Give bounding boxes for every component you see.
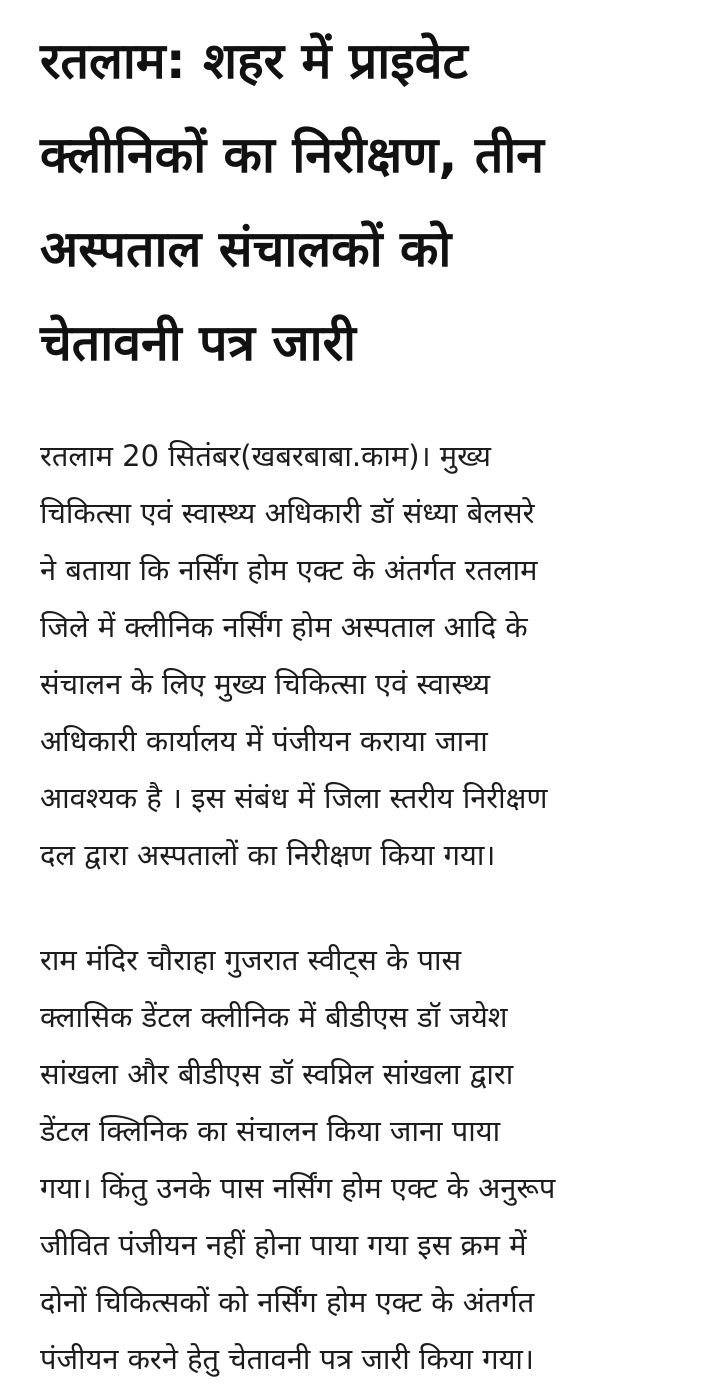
paragraph-line: दोनों चिकित्सकों को नर्सिंग होम एक्ट के अंतर्गत xyxy=(40,1285,535,1319)
paragraph-line: चिकित्सा एवं स्वास्थ्य अधिकारी डॉ संध्या बेलसरे xyxy=(40,496,535,530)
paragraph-line: संचालन के लिए मुख्य चिकित्सा एवं स्वास्थ्य xyxy=(40,667,491,701)
paragraph-line: जिले में क्लीनिक नर्सिंग होम अस्पताल आदि के xyxy=(40,610,528,644)
article-paragraph-1 xyxy=(40,428,547,884)
paragraph-line: क्लासिक डेंटल क्लीनिक में बीडीएस डॉ जयेश xyxy=(40,1000,508,1034)
headline-line: क्लीनिकों का निरीक्षण, तीन xyxy=(40,126,545,184)
headline-line: अस्पताल संचालकों को xyxy=(40,220,452,278)
paragraph-line: आवश्यक है । इस संबंध में जिला स्तरीय निरीक्षण xyxy=(40,781,548,815)
paragraph-line: ने बताया कि नर्सिंग होम एक्ट के अंतर्गत रतलाम xyxy=(40,553,538,587)
headline-line: रतलाम: शहर में प्राइवेट xyxy=(40,32,468,90)
paragraph-line: गया। किंतु उनके पास नर्सिंग होम एक्ट के अनुरूप xyxy=(40,1171,556,1205)
article-paragraph-2 xyxy=(40,932,555,1388)
news-article xyxy=(40,0,690,1376)
paragraph-line: रतलाम 20 सितंबर(खबरबाबा.काम)। मुख्य xyxy=(40,439,491,473)
paragraph-line: सांखला और बीडीएस डॉ स्वप्निल सांखला द्वारा xyxy=(40,1057,514,1091)
paragraph-line: दल द्वारा अस्पतालों का निरीक्षण किया गया। xyxy=(40,838,496,872)
paragraph-line: जीवित पंजीयन नहीं होना पाया गया इस क्रम में xyxy=(40,1228,527,1262)
paragraph-line: डेंटल क्लिनिक का संचालन किया जाना पाया xyxy=(40,1114,501,1148)
paragraph-line: पंजीयन करने हेतु चेतावनी पत्र जारी किया गया। xyxy=(40,1342,534,1376)
article-headline xyxy=(40,0,690,390)
headline-line: चेतावनी पत्र जारी xyxy=(40,314,356,372)
paragraph-line: अधिकारी कार्यालय में पंजीयन कराया जाना xyxy=(40,724,488,758)
paragraph-line: राम मंदिर चौराहा गुजरात स्वीट्स के पास xyxy=(40,943,462,977)
